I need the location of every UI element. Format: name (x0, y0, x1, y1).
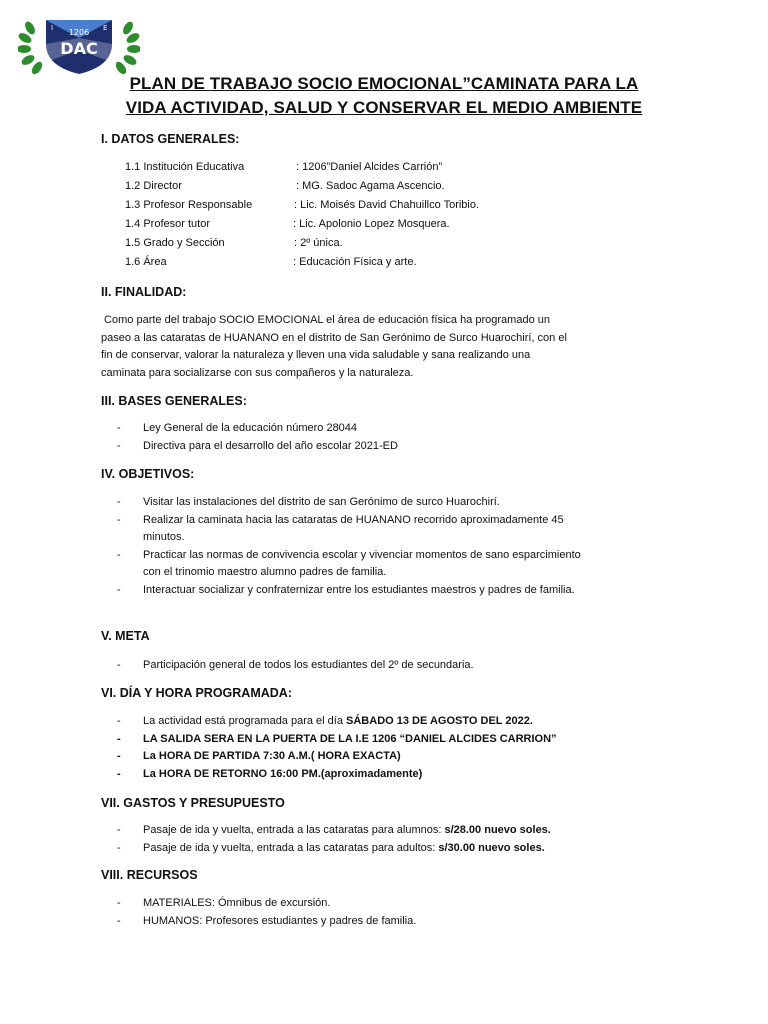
list-item: - MATERIALES: Ómnibus de excursión. (117, 897, 331, 909)
list-item: - Participación general de todos los estudiantes del 2º de secundaria. (117, 659, 474, 671)
svg-text:I: I (51, 24, 54, 32)
section-heading-datos-generales: I. DATOS GENERALES: (101, 132, 240, 146)
paragraph-line: fin de conservar, valorar la naturaleza y lleven una vida saludable y sana realizando una (101, 349, 531, 362)
list-item: - La actividad está programada para el día SÁBADO 13 DE AGOSTO DEL 2022. (117, 715, 533, 727)
paragraph-line: caminata para socializarse con sus compañeros y la naturaleza. (101, 366, 414, 379)
svg-text:1206: 1206 (68, 28, 90, 37)
paragraph-line: Como parte del trabajo SOCIO EMOCIONAL el área de educación física ha programado un (101, 314, 550, 326)
list-item: - Realizar la caminata hacia las cataratas de HUANANO recorrido aproximadamente 45 minutos. (117, 513, 564, 544)
data-value: : 2º única. (294, 237, 343, 249)
data-label: 1.4 Profesor tutor (125, 218, 210, 230)
svg-text:E: E (103, 24, 108, 32)
list-item: - Interactuar socializar y confraternizar entre los estudiantes maestros y padres de familia. (117, 583, 575, 596)
list-item: - Ley General de la educación número 28044 (117, 422, 358, 434)
section-heading-gastos: VII. GASTOS Y PRESUPUESTO (101, 796, 285, 810)
list-item: - Pasaje de ida y vuelta, entrada a las cataratas para adultos: s/30.00 nuevo soles. (117, 841, 545, 854)
gastos-list (117, 822, 597, 857)
school-logo (18, 14, 140, 76)
data-value: : 1206”Daniel Alcides Carrión” (296, 161, 443, 173)
data-label: 1.5 Grado y Sección (125, 237, 225, 249)
data-value: : Lic. Moisés David Chahuillco Toribio. (294, 199, 480, 211)
list-item: - Visitar las instalaciones del distrito de san Gerónimo de surco Huarochirí. (117, 496, 500, 508)
objetivos-list (117, 494, 587, 600)
recursos-list (117, 895, 597, 930)
section-heading-dia-hora: VI. DÍA Y HORA PROGRAMADA: (101, 686, 292, 700)
data-label: 1.6 Área (125, 256, 167, 268)
section-heading-meta: V. META (101, 629, 150, 643)
list-item: - HUMANOS: Profesores estudiantes y padres de familia. (117, 914, 417, 927)
list-item: - Practicar las normas de convivencia escolar y vivenciar momentos de sano esparcimiento con el trinomio maestro alumno padres de familia. (117, 548, 581, 579)
meta-list (117, 657, 597, 675)
document-title-line-2: VIDA ACTIVIDAD, SALUD Y CONSERVAR EL MEDIO AMBIENTE (125, 98, 643, 117)
data-value: : Lic. Apolonio Lopez Mosquera. (293, 218, 450, 230)
data-label: 1.3 Profesor Responsable (125, 199, 253, 211)
data-label: 1.2 Director (125, 180, 182, 192)
section-heading-finalidad: II. FINALIDAD: (101, 285, 187, 299)
list-item: - La HORA DE RETORNO 16:00 PM.(aproximadamente) (117, 767, 423, 780)
finalidad-paragraph (101, 312, 601, 382)
list-item: - La HORA DE PARTIDA 7:30 A.M.( HORA EXACTA) (117, 750, 401, 763)
bases-list (117, 420, 597, 455)
list-item: - Directiva para el desarrollo del año escolar 2021-ED (117, 439, 398, 452)
data-value: : MG. Sadoc Agama Ascencio. (296, 180, 445, 192)
document-title-line-1: PLAN DE TRABAJO SOCIO EMOCIONAL”CAMINATA PARA LA (129, 74, 639, 93)
data-label: 1.1 Institución Educativa (125, 161, 245, 173)
dia-hora-list (117, 713, 597, 783)
svg-text:DAC: DAC (60, 39, 98, 58)
section-heading-objetivos: IV. OBJETIVOS: (101, 467, 195, 481)
section-heading-recursos: VIII. RECURSOS (101, 868, 198, 882)
paragraph-line: paseo a las cataratas de HUANANO en el distrito de San Gerónimo de Surco Huarochirí, con el (101, 331, 567, 344)
list-item: - Pasaje de ida y vuelta, entrada a las cataratas para alumnos: s/28.00 nuevo soles. (117, 824, 551, 836)
list-item: - LA SALIDA SERA EN LA PUERTA DE LA I.E 1206 “DANIEL ALCIDES CARRION” (117, 732, 557, 745)
data-value: : Educación Física y arte. (293, 256, 417, 268)
section-heading-bases-generales: III. BASES GENERALES: (101, 394, 247, 408)
